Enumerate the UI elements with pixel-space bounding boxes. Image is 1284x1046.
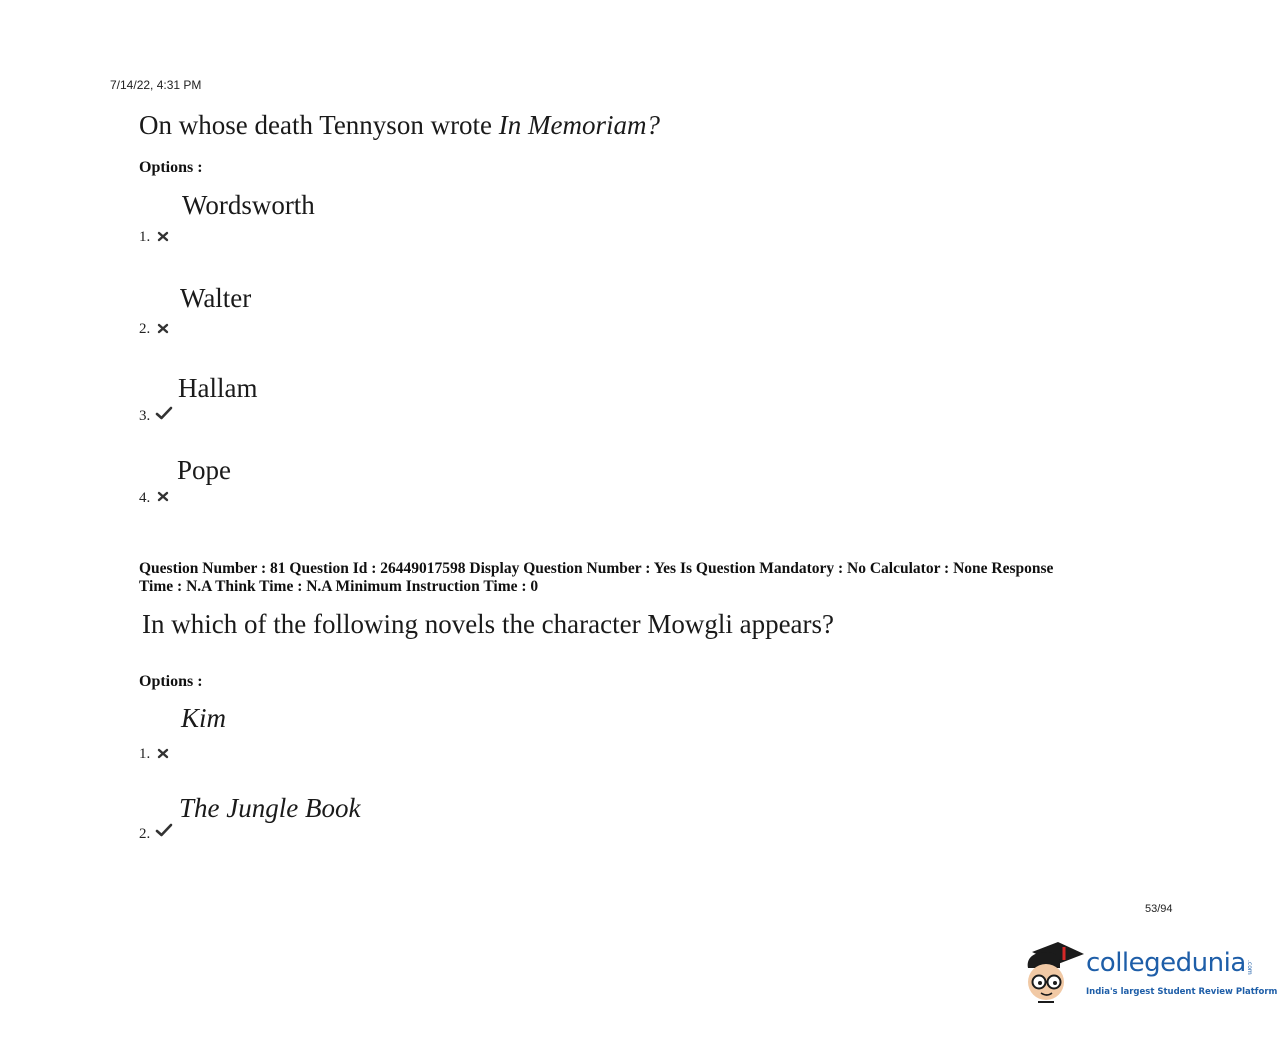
question-2-text: In which of the following novels the character Mowgli appears?: [142, 609, 835, 639]
page-number: 53/94: [1145, 903, 1173, 915]
question-2-option-1-text: Kim: [181, 703, 227, 733]
logo-tagline: India's largest Student Review Platform: [1086, 987, 1278, 997]
question-2-option-2-text: The Jungle Book: [179, 793, 361, 823]
mascot-icon: [1024, 938, 1086, 1013]
question-2-option-1-number: 1.: [139, 746, 151, 762]
cross-icon: [157, 489, 169, 507]
logo-domain-suffix: .com: [1246, 960, 1253, 975]
question-2-metadata: [139, 560, 1139, 596]
cross-icon: [157, 321, 169, 339]
question-1-text: [139, 110, 660, 141]
question-1-option-4-text: Pope: [177, 455, 231, 485]
collegedunia-logo: [1024, 938, 1278, 1008]
question-2-options-label: Options :: [139, 673, 203, 690]
logo-wordmark: collegedunia: [1086, 948, 1246, 978]
question-1-option-1-text: Wordsworth: [182, 190, 315, 220]
check-icon: [155, 406, 173, 425]
question-2-option-2-number: 2.: [139, 826, 151, 842]
question-1-option-4-number: 4.: [139, 490, 151, 506]
question-2-metadata-line-1: Question Number : 81 Question Id : 26449017598 Display Question Number : Yes Is Question Mandatory : No Calculator : None Response: [139, 560, 1054, 577]
question-1-option-2-text: Walter: [180, 283, 252, 313]
question-1-text-italic: In Memoriam?: [498, 110, 661, 140]
question-2-metadata-line-2: Time : N.A Think Time : N.A Minimum Instruction Time : 0: [139, 578, 539, 595]
cross-icon: [157, 746, 169, 764]
cross-icon: [157, 229, 169, 247]
check-icon: [155, 823, 173, 842]
question-1-options-label: Options :: [139, 159, 203, 176]
question-1-option-3-text: Hallam: [178, 373, 258, 403]
question-1-option-2-number: 2.: [139, 321, 151, 337]
print-timestamp: 7/14/22, 4:31 PM: [110, 78, 202, 92]
question-1-option-1-number: 1.: [139, 229, 151, 245]
question-1-text-plain: On whose death Tennyson wrote: [139, 110, 499, 140]
question-1-option-3-number: 3.: [139, 408, 151, 424]
